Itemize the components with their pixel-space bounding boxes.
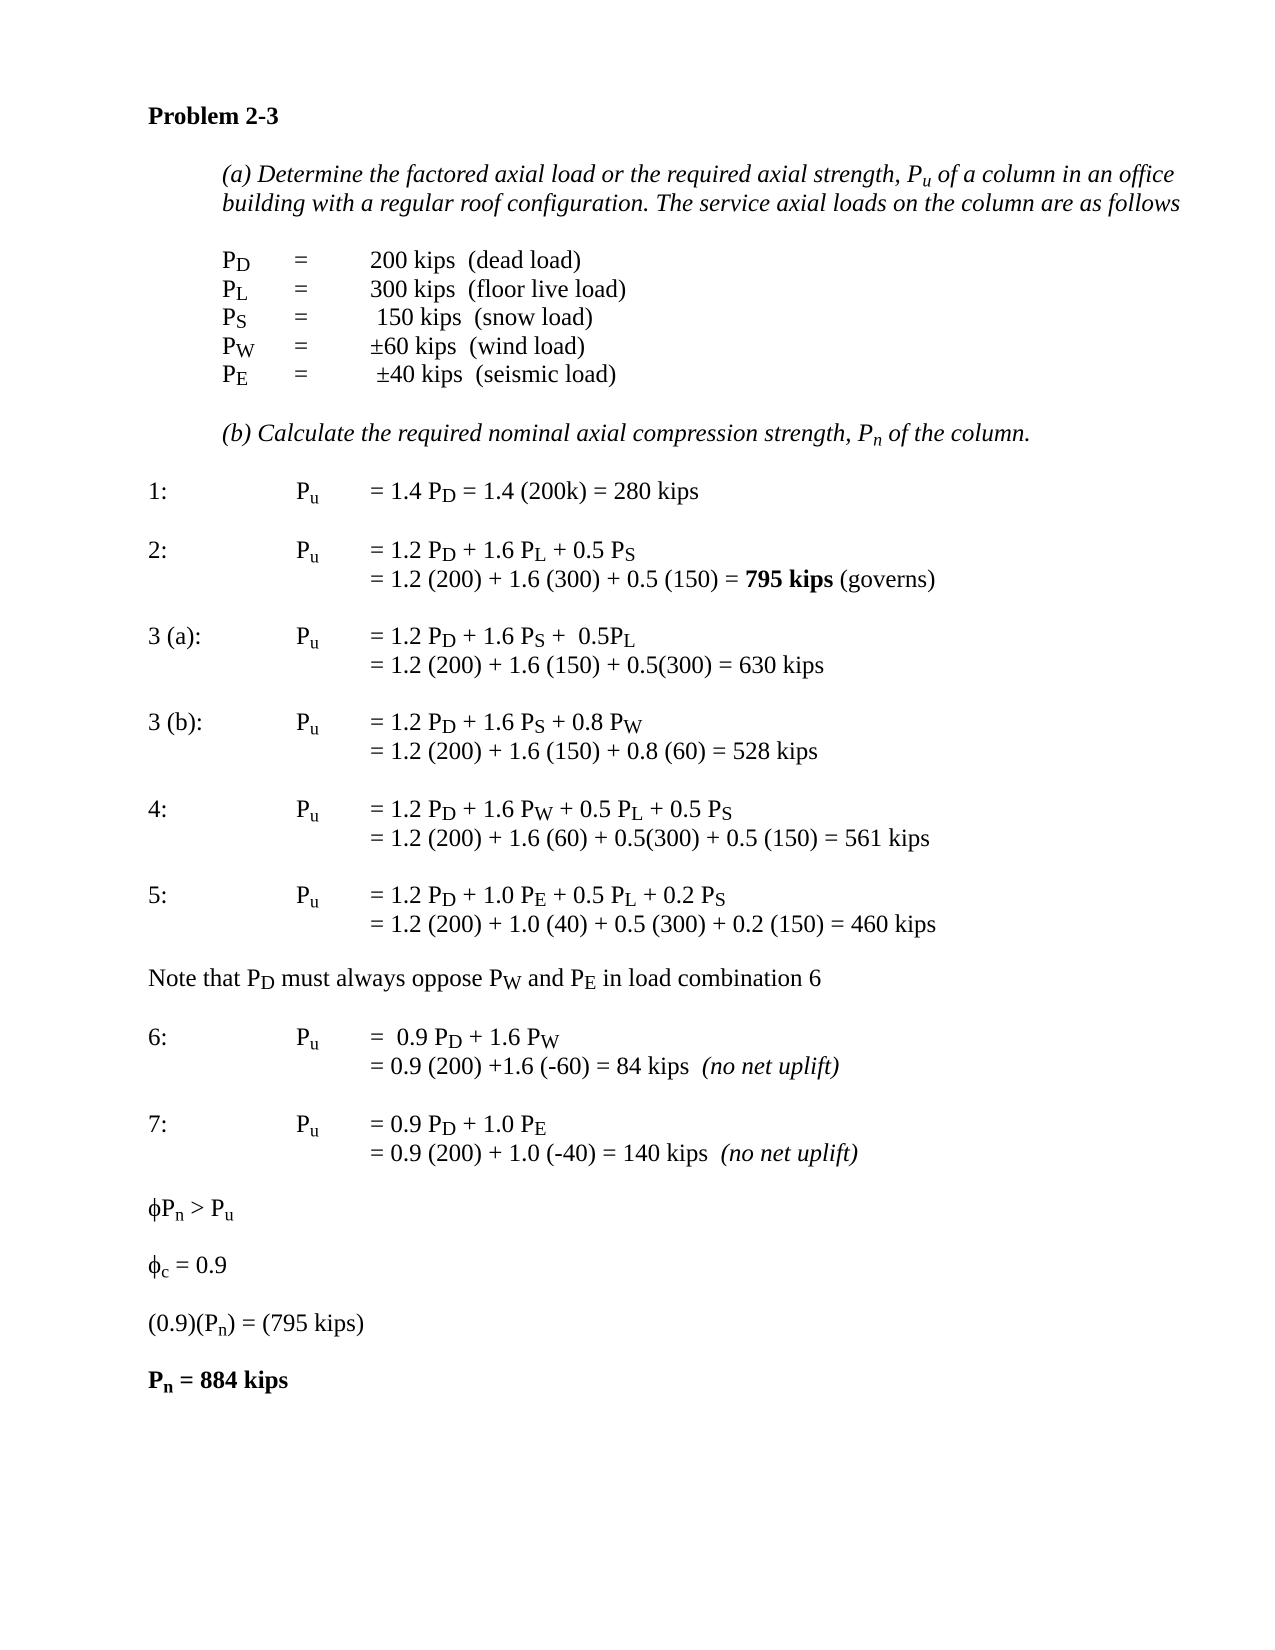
combo-label: 3 (b): (148, 709, 203, 736)
combo-label: 6: (148, 1024, 168, 1051)
combo-result: = 1.2 (200) + 1.6 (60) + 0.5(300) + 0.5 (150) = 561 kips (370, 825, 931, 852)
combo-formula: = 0.9 PD + 1.0 PE (370, 1111, 547, 1140)
load-symbol: PS (222, 304, 248, 333)
part-a-line-1: (a) Determine the factored axial load or the required axial strength, $P_u$ of a column in an office (222, 161, 1175, 191)
combo-pu-symbol: $P_u$ (296, 1024, 319, 1054)
combo-label: 3 (a): (148, 623, 202, 650)
combo-result: = 0.9 (200) +1.6 (-60) = 84 kips (no net uplift) (370, 1053, 840, 1080)
problem-title: Problem 2-3 (148, 103, 279, 130)
phi-pn-inequality: $\phi P_n > P_u$ (148, 1195, 234, 1225)
combo-formula: = 0.9 PD + 1.6 PW (370, 1024, 560, 1053)
load-symbol: PD (222, 247, 251, 276)
phi-c-value: $\phi_c = 0.9$ (148, 1252, 228, 1282)
combo-pu-symbol: $P_u$ (296, 1111, 319, 1141)
part-a-line-2: building with a regular roof configuration. The service axial loads on the column are as follows (222, 190, 1181, 217)
combo-pu-symbol: $P_u$ (296, 478, 319, 508)
load-symbol: PE (222, 361, 249, 390)
load-value: ±60 kips (wind load) (370, 333, 586, 360)
combo-result: = 1.2 (200) + 1.6 (300) + 0.5 (150) = 795 kips (governs) (370, 566, 936, 593)
part-b-text: (b) Calculate the required nominal axial compression strength, $P_n$ of the column. (222, 420, 1031, 450)
load-symbol: PW (222, 333, 255, 362)
combo-formula: = 1.4 PD = 1.4 (200k) = 280 kips (370, 478, 699, 507)
load-value: 300 kips (floor live load) (370, 276, 627, 303)
combo-formula: = 1.2 PD + 1.6 PW + 0.5 PL + 0.5 PS (370, 796, 733, 825)
pn-final-answer: $P_n = 884$ kips (148, 1367, 289, 1397)
combo-label: 7: (148, 1111, 168, 1138)
combo-pu-symbol: $P_u$ (296, 882, 319, 912)
combo-pu-symbol: $P_u$ (296, 537, 319, 567)
pn-equation: $(0.9)(P_n) = (795$ kips) (148, 1310, 365, 1340)
combo-pu-symbol: $P_u$ (296, 623, 319, 653)
load-equals: = (294, 276, 309, 303)
combo-formula: = 1.2 PD + 1.6 PS + 0.5PL (370, 623, 636, 652)
combo-pu-symbol: $P_u$ (296, 709, 319, 739)
load-equals: = (294, 304, 309, 331)
combo-label: 4: (148, 796, 168, 823)
combo-label: 5: (148, 882, 168, 909)
combo-result: = 0.9 (200) + 1.0 (-40) = 140 kips (no net uplift) (370, 1140, 859, 1167)
combo-formula: = 1.2 PD + 1.0 PE + 0.5 PL + 0.2 PS (370, 882, 726, 911)
combo-result: = 1.2 (200) + 1.0 (40) + 0.5 (300) + 0.2 (150) = 460 kips (370, 911, 937, 938)
combo-label: 1: (148, 478, 168, 505)
combo-formula: = 1.2 PD + 1.6 PS + 0.8 PW (370, 709, 643, 738)
combo-result: = 1.2 (200) + 1.6 (150) + 0.8 (60) = 528 kips (370, 738, 819, 765)
combo-formula: = 1.2 PD + 1.6 PL + 0.5 PS (370, 537, 636, 566)
combo-result: = 1.2 (200) + 1.6 (150) + 0.5(300) = 630 kips (370, 652, 825, 679)
combo-label: 2: (148, 537, 168, 564)
load-value: ±40 kips (seismic load) (370, 361, 617, 388)
load-equals: = (294, 333, 309, 360)
load-value: 200 kips (dead load) (370, 247, 582, 274)
load-equals: = (294, 361, 309, 388)
note-text: Note that PD must always oppose PW and PE in load combination 6 (148, 965, 822, 994)
load-value: 150 kips (snow load) (370, 304, 593, 331)
load-symbol: PL (222, 276, 249, 305)
load-equals: = (294, 247, 309, 274)
combo-pu-symbol: $P_u$ (296, 796, 319, 826)
